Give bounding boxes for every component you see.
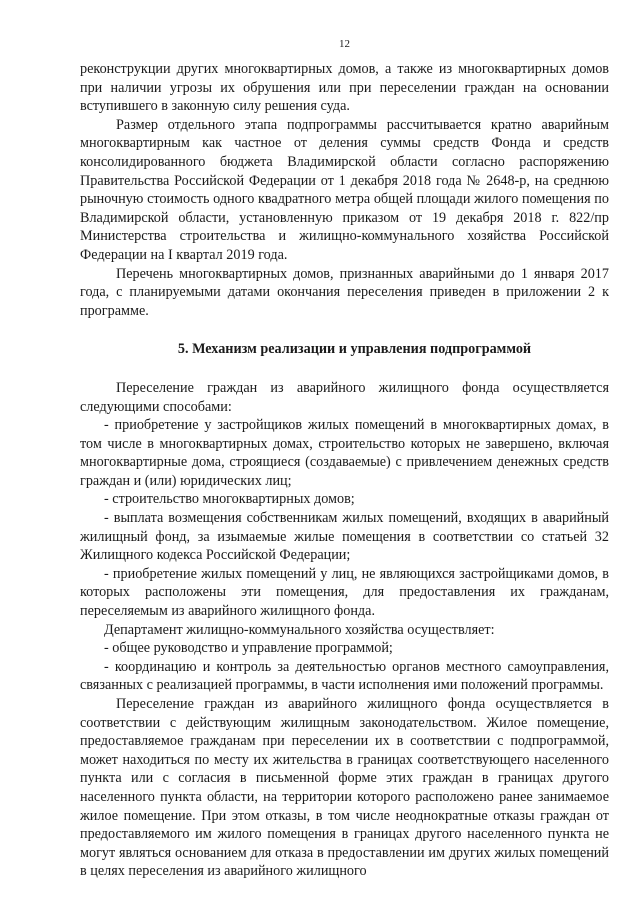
list-item: - строительство многоквартирных домов; <box>104 491 355 508</box>
paragraph-stage-size: Размер отдельного этапа подпрограммы рассчитывается кратно аварийным многоквартирным как частное от деления суммы средств Фонда и средств консолидированного бюджета Владимирской области согласно распоряжению Правительства Российской Федерации от 1 декабря 2018 года № 2648-р, на среднюю рыночную стоимость одного квадратного метра общей площади жилого помещения по Владимирской области, установленную приказом от 19 декабря 2018 г. 822/пр Министерства строительства и жилищно-коммунального хозяйства Российской Федерации на I квартал 2019 года. <box>80 116 609 263</box>
paragraph-continuation: реконструкции других многоквартирных домов, а также из многоквартирных домов при наличии угрозы их обрушения или при переселении граждан на основании вступившего в законную силу решения суда. <box>80 61 609 115</box>
list-item: - общее руководство и управление программой; <box>104 640 393 657</box>
document-page <box>80 0 609 905</box>
list-item: - координацию и контроль за деятельностью органов местного самоуправления, связанных с реализацией программы, в части исполнения ими положений программы. <box>80 658 609 694</box>
list-item: - выплата возмещения собственникам жилых помещений, входящих в аварийный жилищный фонд, за изымаемые жилые помещения в соответствии со статьей 32 Жилищного кодекса Российской Федерации; <box>80 510 609 564</box>
section-heading: 5. Механизм реализации и управления подпрограммой <box>177 341 532 358</box>
list-item: - приобретение жилых помещений у лиц, не являющихся застройщиками домов, в которых расположены эти помещения, для предоставления их гражданам, переселяемым из аварийного жилищного фонда. <box>80 565 609 620</box>
list-item: Департамент жилищно-коммунального хозяйства осуществляет: <box>104 621 495 638</box>
paragraph-house-list: Перечень многоквартирных домов, признанных аварийными до 1 января 2017 года, с планируемыми датами окончания переселения приведен в приложении 2 к программе. <box>80 265 609 319</box>
paragraph: Переселение граждан из аварийного жилищного фонда осуществляется следующими способами: <box>80 379 609 415</box>
section-body <box>80 379 609 881</box>
document-body <box>80 60 609 881</box>
page-number: 12 <box>339 38 350 50</box>
paragraph: Переселение граждан из аварийного жилищного фонда осуществляется в соответствии с действующим жилищным законодательством. Жилое помещение, предоставляемое гражданам при переселении их в соответствии с подпрограммой, может находиться по месту их жительства в границах соответствующего населенного пункта или с согласия в письменной форме этих граждан в границах другого населенного пункта области, на территории которого расположено ранее занимаемое жилое помещение. При этом отказы, в том числе неоднократные отказы граждан от предоставляемого им жилого помещения в границах другого населенного пункта не могут являться основанием для отказа в предоставлении им других жилых помещений в целях переселения из аварийного жилищного <box>80 696 609 880</box>
list-item: - приобретение у застройщиков жилых помещений в многоквартирных домах, в том числе в многоквартирных домах, строительство которых не завершено, включая многоквартирные дома, строящиеся (создаваемые) с привлечением денежных средств граждан и (или) юридических лиц; <box>80 417 609 489</box>
